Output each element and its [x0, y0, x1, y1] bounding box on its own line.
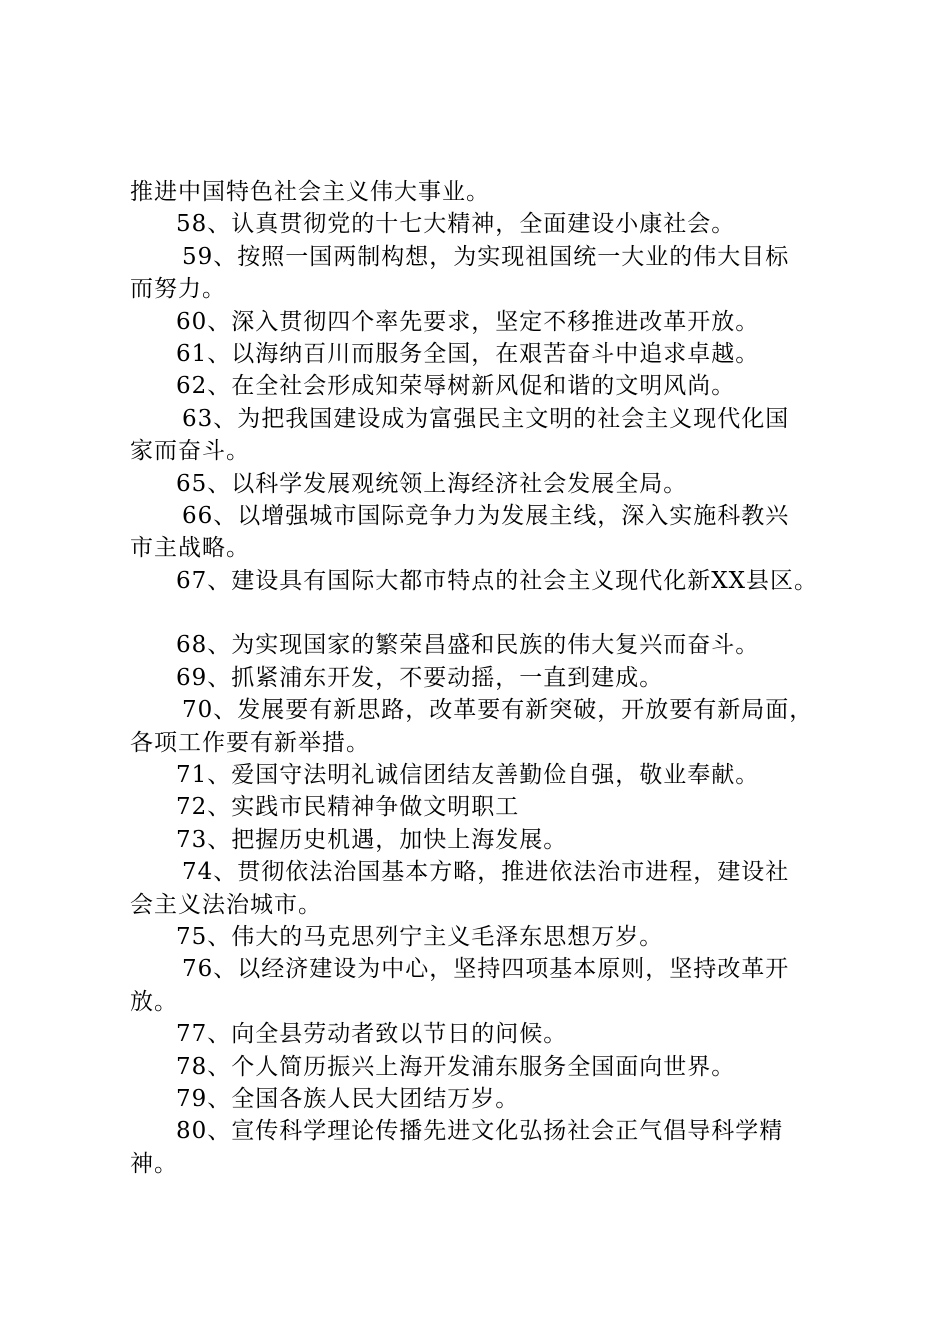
text-line: 放。	[130, 988, 178, 1015]
text-line: 家而奋斗。	[130, 438, 250, 465]
slogan-item-67: 67、建设具有国际大都市特点的社会主义现代化新XX县区。	[176, 567, 819, 594]
text-line: 推进中国特色社会主义伟大事业。	[130, 179, 490, 205]
slogan-item-72: 72、实践市民精神争做文明职工	[176, 794, 520, 821]
slogan-item-70: 70、发展要有新思路，改革要有新突破，开放要有新局面，	[182, 697, 814, 724]
slogan-item-59: 59、按照一国两制构想，为实现祖国统一大业的伟大目标	[182, 243, 790, 270]
slogan-item-62: 62、在全社会形成知荣辱树新风促和谐的文明风尚。	[176, 373, 736, 400]
slogan-item-61: 61、以海纳百川而服务全国，在艰苦奋斗中追求卓越。	[176, 340, 760, 367]
document-body	[130, 176, 850, 1180]
text-line: 而努力。	[130, 276, 226, 303]
blank-line	[130, 597, 850, 629]
slogan-item-69: 69、抓紧浦东开发，不要动摇，一直到建成。	[176, 664, 664, 691]
slogan-item-68: 68、为实现国家的繁荣昌盛和民族的伟大复兴而奋斗。	[176, 632, 760, 659]
slogan-item-73: 73、把握历史机遇，加快上海发展。	[176, 826, 568, 853]
text-line: 市主战略。	[130, 535, 250, 562]
slogan-item-65: 65、以科学发展观统领上海经济社会发展全局。	[176, 470, 688, 497]
slogan-item-71: 71、爱国守法明礼诚信团结友善勤俭自强，敬业奉献。	[176, 762, 760, 789]
slogan-item-77: 77、向全县劳动者致以节日的问候。	[176, 1021, 568, 1048]
text-line: 会主义法治城市。	[130, 891, 322, 918]
slogan-item-75: 75、伟大的马克思列宁主义毛泽东思想万岁。	[176, 923, 664, 950]
slogan-item-76: 76、以经济建设为中心，坚持四项基本原则，坚持改革开	[182, 956, 790, 983]
slogan-item-78: 78、个人简历振兴上海开发浦东服务全国面向世界。	[176, 1053, 736, 1080]
slogan-item-74: 74、贯彻依法治国基本方略，推进依法治市进程，建设社	[182, 859, 790, 886]
text-line: 神。	[130, 1150, 178, 1177]
slogan-item-79: 79、全国各族人民大团结万岁。	[176, 1085, 520, 1112]
slogan-item-80: 80、宣传科学理论传播先进文化弘扬社会正气倡导科学精	[176, 1118, 784, 1145]
slogan-item-60: 60、深入贯彻四个率先要求，坚定不移推进改革开放。	[176, 308, 760, 335]
slogan-item-66: 66、以增强城市国际竞争力为发展主线，深入实施科教兴	[182, 502, 790, 529]
slogan-item-58: 58、认真贯彻党的十七大精神，全面建设小康社会。	[176, 211, 736, 238]
slogan-item-63: 63、为把我国建设成为富强民主文明的社会主义现代化国	[182, 405, 790, 432]
text-line: 各项工作要有新举措。	[130, 729, 370, 756]
